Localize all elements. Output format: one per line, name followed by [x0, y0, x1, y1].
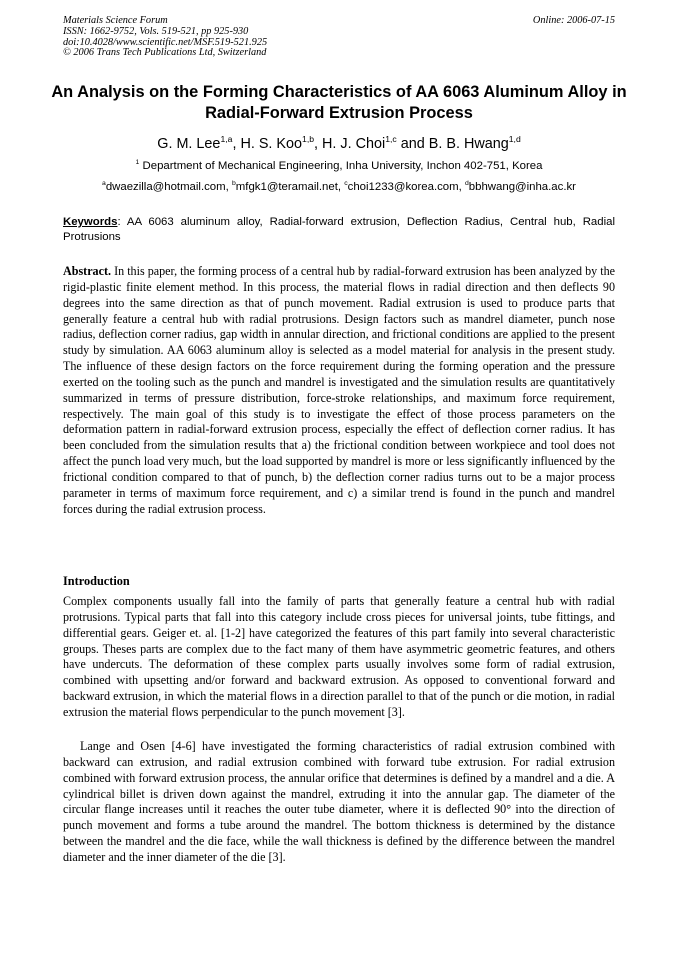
issn-line: ISSN: 1662-9752, Vols. 519-521, pp 925-930	[63, 25, 249, 37]
introduction-paragraph-1: Complex components usually fall into the family of parts that generally feature a central hub with radial protrusions. Typical parts that fall into this category include cross pieces for universal joints, tube fittings, and differential gears. Geiger et. al. [1-2] have categorized the features of this part family into several characteristic groups. Theses parts are complex due to the fact many of them have asymmetric geometric features, and others have undercuts. The deformation of these complex parts usually involves some form of radial extrusion, combined with upsetting and/or forward and backward extrusion. As opposed to conventional forward and backward extrusion, in which the material flows in a direction parallel to that of the punch or die motion, in radial extrusion the material flows perpendicular to the punch movement [3].	[63, 594, 615, 719]
copyright-line: © 2006 Trans Tech Publications Ltd, Switzerland	[63, 47, 267, 59]
author: G. M. Lee$^{1,a}$,	[157, 134, 241, 152]
affiliation: $^1$ Department of Mechanical Engineering, Inha University, Inchon 402-751, Korea	[135, 159, 543, 172]
email[interactable]: $^c$choi1233@korea.com	[344, 180, 459, 193]
introduction-heading: Introduction	[63, 574, 130, 588]
online-date: Online: 2006-07-15	[532, 15, 615, 26]
author: H. J. Choi$^{1,c}$ and	[322, 134, 429, 152]
author-list	[0, 134, 678, 152]
keywords-label: Keywords	[63, 216, 118, 228]
doi-line[interactable]: doi:10.4028/www.scientific.net/MSF.519-521.925	[63, 36, 268, 48]
introduction-paragraph-2: Lange and Osen [4-6] have investigated the forming characteristics of radial extrusion combined with backward can extrusion, and radial extrusion combined with forward tube extrusion. For radial extrusion combined with forward extrusion process, the annular orifice that determines is defined by a mandrel and a die. A cylindrical billet is driven down against the mandrel, extruding it into the annular gap. The diameter of the circular flange increases until it reaches the outer tube diameter, where it is deflected 90° into the direction of punch movement and forms a tube around the mandrel. The bottom thickness is determined by the distance between the mandrel and the die face, while the wall thickness is defined by the difference between the mandrel diameter and the inner diameter of the die [3].	[63, 739, 615, 864]
email[interactable]: $^b$mfgk1@teramail.net	[231, 180, 338, 193]
keywords	[63, 215, 615, 245]
author: H. S. Koo$^{1,b}$,	[240, 134, 323, 152]
keywords-text: : AA 6063 aluminum alloy, Radial-forward extrusion, Deflection Radius, Central hub, Radial Protrusions	[63, 216, 615, 243]
abstract	[63, 264, 615, 518]
abstract-text: In this paper, the forming process of a central hub by radial-forward extrusion has been analyzed by the rigid-plastic finite element method. In this process, the material flows in radial direction and then deflects 90 degrees into the same direction as that of punch movement. Radial extrusion is used to produce parts that generally feature a central hub with radial protrusions. Design factors such as mandrel diameter, punch nose radius, deflection corner radius, gap width in annular direction, and frictional conditions are applied to the present study by simulation. AA 6063 aluminum alloy is selected as a model material for analysis in the present study. The influence of these design factors on the force requirement during the forming operation and the pressure exerted on the tooling such as the punch and mandrel is investigated and the simulation results are quantitatively summarized in terms of pressure distribution, force-stroke relationships, and maximum force requirement, respectively. The main goal of this study is to investigate the effect of those process parameters on the deformation pattern in radial-forward extrusion process, especially the effect of deflection corner radius. It has been concluded from the simulation results that a) the frictional condition between workpiece and tool does not affect the punch load very much, but the load supported by mandrel is more or less significantly influenced by the frictional condition compared to that of punch, b) the deflection corner radius turns out to be a major process parameter in terms of maximum force requirement, and c) a similar trend is found in the punch and mandrel forces during the radial extrusion process.	[63, 264, 615, 516]
paper-title: An Analysis on the Forming Characteristics of AA 6063 Aluminum Alloy in Radial-Forward Extrusion Process	[51, 83, 627, 122]
author: B. B. Hwang$^{1,d}$	[428, 134, 521, 152]
journal-name: Materials Science Forum	[63, 15, 168, 26]
email[interactable]: $^d$bbhwang@inha.ac.kr	[464, 180, 576, 193]
email-list: $^a$dwaezilla@hotmail.com, $^b$mfgk1@teramail.net, $^c$choi1233@korea.com, $^d$bbhwang@inha.ac.kr	[102, 180, 576, 193]
email[interactable]: $^a$dwaezilla@hotmail.com	[102, 180, 226, 193]
journal-header	[63, 16, 615, 59]
abstract-label: Abstract.	[63, 264, 112, 278]
